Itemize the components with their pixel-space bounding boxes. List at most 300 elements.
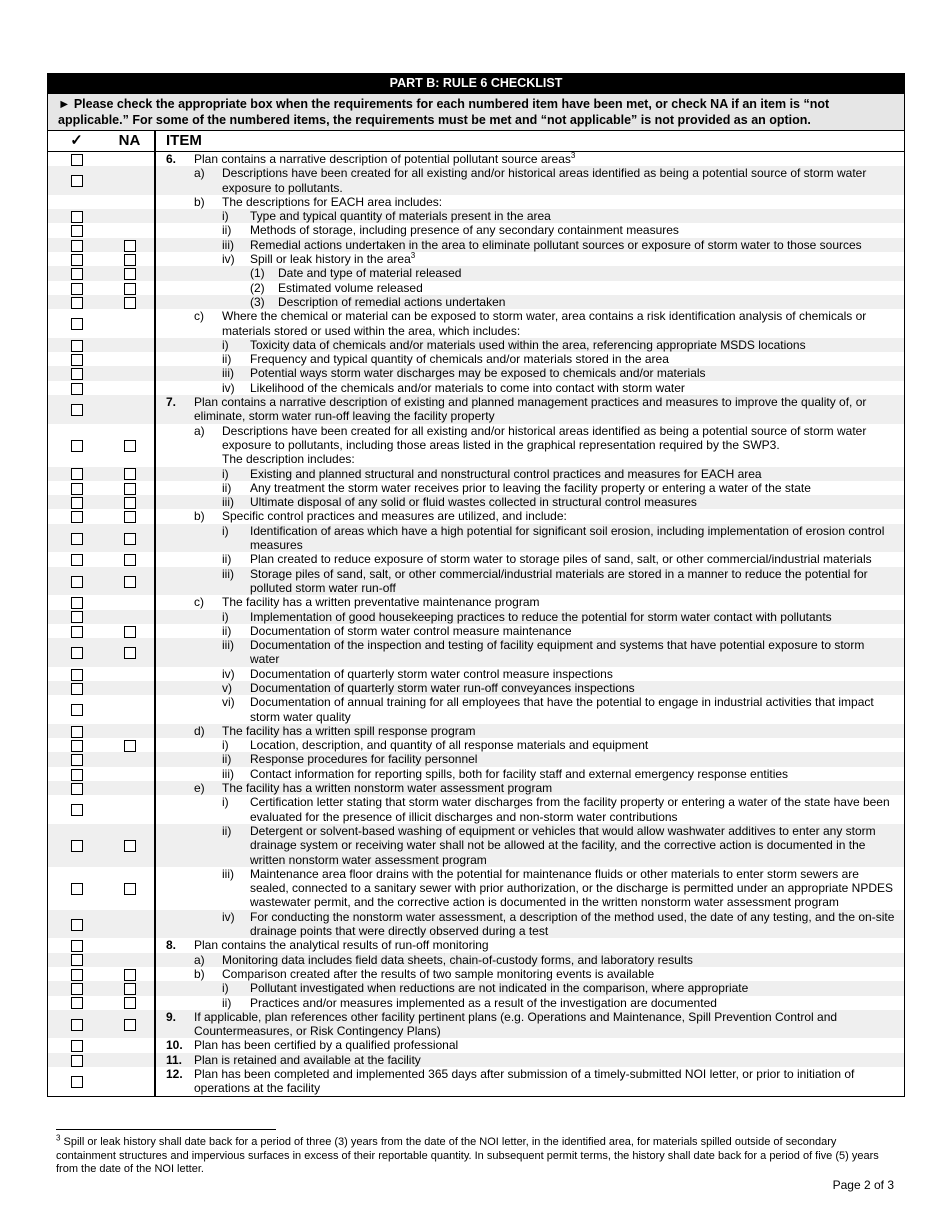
item-label: 8. bbox=[166, 938, 177, 953]
item-cell bbox=[155, 467, 905, 481]
na-cell bbox=[105, 152, 155, 167]
na-checkbox[interactable] bbox=[124, 554, 136, 566]
check-checkbox[interactable] bbox=[71, 154, 83, 166]
check-checkbox[interactable] bbox=[71, 383, 83, 395]
item-cell bbox=[155, 638, 905, 667]
item-label: iii) bbox=[222, 866, 234, 881]
item-label: b) bbox=[194, 194, 205, 209]
checklist-row bbox=[48, 1067, 905, 1096]
item-text bbox=[250, 795, 896, 824]
item-content bbox=[156, 381, 896, 395]
item-content bbox=[156, 209, 896, 223]
item-label: vi) bbox=[222, 695, 235, 710]
check-cell bbox=[48, 352, 106, 366]
item-text-line: Plan is retained and available at the facility bbox=[194, 1052, 421, 1067]
item-text-line: Documentation of annual training for all employees that have the potential to engage in industrial activities that impact storm water quality bbox=[250, 695, 874, 724]
item-content bbox=[156, 223, 896, 237]
na-checkbox[interactable] bbox=[124, 576, 136, 588]
item-text-line: Detergent or solvent-based washing of equipment or vehicles that would allow washwater additives to enter any storm drainage system or receiving water shall not be allowed at the facility, and the corrective action is documented in the written nonstorm water assessment program bbox=[250, 823, 876, 867]
check-cell bbox=[48, 610, 106, 624]
na-cell bbox=[105, 752, 155, 766]
check-checkbox[interactable] bbox=[71, 804, 83, 816]
checklist-row bbox=[48, 1053, 905, 1067]
na-cell bbox=[105, 309, 155, 338]
item-text bbox=[222, 166, 896, 195]
checklist-row bbox=[48, 781, 905, 795]
check-cell bbox=[48, 867, 106, 910]
item-content bbox=[156, 867, 896, 910]
check-cell bbox=[48, 695, 106, 724]
item-content bbox=[156, 295, 896, 309]
checklist-row bbox=[48, 281, 905, 295]
item-cell bbox=[155, 610, 905, 624]
na-cell bbox=[105, 767, 155, 781]
check-checkbox[interactable] bbox=[71, 318, 83, 330]
na-checkbox[interactable] bbox=[124, 240, 136, 252]
item-cell bbox=[155, 338, 905, 352]
checklist-row bbox=[48, 524, 905, 553]
item-text-line: Plan has been completed and implemented 365 days after submission of a timely-submitted NOI letter, or prior to initiation of operations at the facility bbox=[194, 1067, 855, 1096]
check-checkbox[interactable] bbox=[71, 240, 83, 252]
item-cell bbox=[155, 738, 905, 752]
item-text-line: Existing and planned structural and nonstructural control practices and measures for EACH area bbox=[250, 466, 762, 481]
item-text bbox=[278, 266, 461, 280]
table-title: PART B: RULE 6 CHECKLIST bbox=[48, 74, 905, 94]
checklist-row bbox=[48, 223, 905, 237]
check-checkbox[interactable] bbox=[71, 1055, 83, 1067]
check-checkbox[interactable] bbox=[71, 626, 83, 638]
check-checkbox[interactable] bbox=[71, 740, 83, 752]
na-cell bbox=[105, 610, 155, 624]
na-cell bbox=[105, 867, 155, 910]
item-label: (2) bbox=[250, 280, 265, 295]
item-text bbox=[194, 1067, 896, 1096]
item-label: a) bbox=[194, 423, 205, 438]
na-cell bbox=[105, 524, 155, 553]
item-label: ii) bbox=[222, 552, 232, 567]
item-label: i) bbox=[222, 466, 229, 481]
item-content bbox=[156, 252, 896, 266]
item-content bbox=[156, 552, 896, 566]
item-text-line: Response procedures for facility personnel bbox=[250, 752, 478, 767]
na-cell bbox=[105, 938, 155, 952]
item-label: i) bbox=[222, 523, 229, 538]
item-content bbox=[156, 509, 896, 523]
item-text-line: Contact information for reporting spills, both for facility staff and external emergency response entities bbox=[250, 766, 789, 781]
checklist-rows bbox=[48, 152, 905, 1097]
item-content bbox=[156, 152, 896, 166]
item-label: iii) bbox=[222, 638, 234, 653]
item-content bbox=[156, 996, 896, 1010]
item-text-line: The description includes: bbox=[222, 452, 355, 467]
checklist-row bbox=[48, 724, 905, 738]
item-content bbox=[156, 781, 896, 795]
item-text bbox=[250, 767, 788, 781]
item-text bbox=[250, 467, 762, 481]
item-content bbox=[156, 281, 896, 295]
check-checkbox[interactable] bbox=[71, 769, 83, 781]
check-checkbox[interactable] bbox=[71, 704, 83, 716]
item-text-line: Potential ways storm water discharges may be exposed to chemicals and/or materials bbox=[250, 366, 706, 381]
check-checkbox[interactable] bbox=[71, 511, 83, 523]
item-text-line: Plan contains the analytical results of run-off monitoring bbox=[194, 938, 489, 953]
item-text bbox=[250, 209, 551, 223]
check-checkbox[interactable] bbox=[71, 268, 83, 280]
checklist-row bbox=[48, 252, 905, 266]
item-content bbox=[156, 667, 896, 681]
item-cell bbox=[155, 681, 905, 695]
check-checkbox[interactable] bbox=[71, 1040, 83, 1052]
check-cell bbox=[48, 624, 106, 638]
item-text-line: For conducting the nonstorm water assessment, a description of the method used, the date of any testing, and the on-site drainage points that were directly observed during a test bbox=[250, 909, 895, 939]
check-checkbox[interactable] bbox=[71, 225, 83, 237]
na-cell bbox=[105, 624, 155, 638]
na-checkbox[interactable] bbox=[124, 283, 136, 295]
na-cell bbox=[105, 1038, 155, 1052]
item-cell bbox=[155, 724, 905, 738]
item-text-line: Plan created to reduce exposure of storm water to storage piles of sand, salt, or other commercial/industrial materials bbox=[250, 552, 872, 567]
item-content bbox=[156, 195, 896, 209]
item-text bbox=[250, 695, 896, 724]
item-text bbox=[194, 1053, 421, 1067]
item-label: i) bbox=[222, 738, 229, 753]
check-cell bbox=[48, 1010, 106, 1039]
na-checkbox[interactable] bbox=[124, 1019, 136, 1031]
item-content bbox=[156, 595, 896, 609]
item-text bbox=[250, 481, 811, 495]
check-checkbox[interactable] bbox=[71, 969, 83, 981]
item-cell bbox=[155, 524, 905, 553]
item-label: a) bbox=[194, 952, 205, 967]
footnote-ref[interactable]: 3 bbox=[570, 151, 576, 160]
checklist-row bbox=[48, 509, 905, 523]
item-label: iv) bbox=[222, 666, 235, 681]
checklist-row bbox=[48, 638, 905, 667]
check-checkbox[interactable] bbox=[71, 683, 83, 695]
item-text-line: The facility has a written nonstorm water assessment program bbox=[222, 781, 553, 796]
na-cell bbox=[105, 281, 155, 295]
na-cell bbox=[105, 195, 155, 209]
item-text-line: Descriptions have been created for all existing and/or historical areas identified as being a potential source of storm water exposure to pollutants, including those areas listed in the graphical representation required by the SWP3. bbox=[222, 423, 867, 452]
item-text-line: Where the chemical or material can be exposed to storm water, area contains a risk identification analysis of chemicals or materials stored or used within the area, which includes: bbox=[222, 309, 867, 338]
item-cell bbox=[155, 209, 905, 223]
item-text bbox=[250, 981, 748, 995]
check-checkbox[interactable] bbox=[71, 576, 83, 588]
item-cell bbox=[155, 953, 905, 967]
item-label: 11. bbox=[166, 1052, 183, 1067]
item-content bbox=[156, 309, 896, 338]
item-cell bbox=[155, 938, 905, 952]
na-checkbox[interactable] bbox=[124, 533, 136, 545]
item-cell bbox=[155, 867, 905, 910]
item-text-line: Descriptions have been created for all existing and/or historical areas identified as being a potential source of storm water exposure to pollutants. bbox=[222, 166, 867, 195]
check-checkbox[interactable] bbox=[71, 404, 83, 416]
na-cell bbox=[105, 681, 155, 695]
item-content bbox=[156, 910, 896, 939]
item-cell bbox=[155, 996, 905, 1010]
item-text bbox=[250, 338, 806, 352]
check-cell bbox=[48, 938, 106, 952]
item-text-line: If applicable, plan references other facility pertinent plans (e.g. Operations and Maintenance, Spill Prevention Control and Countermeasures, or Risk Contingency Plans) bbox=[194, 1009, 838, 1039]
check-column-header: ✓ bbox=[48, 131, 106, 152]
item-cell bbox=[155, 195, 905, 209]
na-cell bbox=[105, 424, 155, 467]
item-text bbox=[250, 252, 415, 266]
checklist-row bbox=[48, 752, 905, 766]
na-checkbox[interactable] bbox=[124, 983, 136, 995]
na-cell bbox=[105, 996, 155, 1010]
item-label: c) bbox=[194, 595, 204, 610]
item-content bbox=[156, 495, 896, 509]
item-text-line: Any treatment the storm water receives prior to leaving the facility property or entering a water of the state bbox=[250, 480, 811, 495]
na-checkbox[interactable] bbox=[124, 468, 136, 480]
check-checkbox[interactable] bbox=[71, 497, 83, 509]
check-cell bbox=[48, 738, 106, 752]
na-checkbox[interactable] bbox=[124, 497, 136, 509]
check-checkbox[interactable] bbox=[71, 647, 83, 659]
check-cell bbox=[48, 309, 106, 338]
item-label: ii) bbox=[222, 752, 232, 767]
item-content bbox=[156, 1067, 896, 1096]
check-cell bbox=[48, 366, 106, 380]
na-cell bbox=[105, 824, 155, 867]
na-checkbox[interactable] bbox=[124, 647, 136, 659]
item-text bbox=[278, 281, 423, 295]
check-cell bbox=[48, 467, 106, 481]
check-checkbox[interactable] bbox=[71, 840, 83, 852]
checklist-row bbox=[48, 681, 905, 695]
checklist-row bbox=[48, 495, 905, 509]
item-text-line: Documentation of quarterly storm water control measure inspections bbox=[250, 666, 613, 681]
item-text bbox=[222, 309, 896, 338]
na-cell bbox=[105, 295, 155, 309]
check-cell bbox=[48, 166, 106, 195]
checklist-row bbox=[48, 967, 905, 981]
check-checkbox[interactable] bbox=[71, 468, 83, 480]
item-cell bbox=[155, 309, 905, 338]
item-text bbox=[250, 681, 635, 695]
item-column-header: ITEM bbox=[155, 131, 905, 152]
check-cell bbox=[48, 295, 106, 309]
item-content bbox=[156, 724, 896, 738]
checklist-row bbox=[48, 953, 905, 967]
item-text bbox=[222, 595, 540, 609]
item-content bbox=[156, 953, 896, 967]
item-text bbox=[194, 1010, 896, 1039]
checklist-row bbox=[48, 567, 905, 596]
item-label: i) bbox=[222, 609, 229, 624]
check-checkbox[interactable] bbox=[71, 483, 83, 495]
na-checkbox[interactable] bbox=[124, 254, 136, 266]
item-content bbox=[156, 395, 896, 424]
checklist-row bbox=[48, 366, 905, 380]
check-checkbox[interactable] bbox=[71, 883, 83, 895]
item-cell bbox=[155, 1038, 905, 1052]
checklist-row bbox=[48, 424, 905, 467]
item-content bbox=[156, 166, 896, 195]
item-cell bbox=[155, 781, 905, 795]
item-cell bbox=[155, 366, 905, 380]
na-cell bbox=[105, 366, 155, 380]
item-label: iv) bbox=[222, 252, 235, 267]
check-checkbox[interactable] bbox=[71, 919, 83, 931]
item-text-line: Description of remedial actions undertaken bbox=[278, 294, 506, 309]
item-cell bbox=[155, 166, 905, 195]
check-cell bbox=[48, 195, 106, 209]
checklist-row bbox=[48, 667, 905, 681]
na-checkbox[interactable] bbox=[124, 511, 136, 523]
checklist-row bbox=[48, 209, 905, 223]
check-checkbox[interactable] bbox=[71, 368, 83, 380]
item-text-line: Maintenance area floor drains with the potential for maintenance fluids or other materials to enter storm sewers are sealed, connected to a sanitary sewer with prior authorization, or the discharge is permitted under an appropriate NPDES wastewater permit, and the corrective action is documented in the written nonstorm water assessment program bbox=[250, 866, 894, 910]
footnote-mark: 3 bbox=[56, 1133, 61, 1143]
checklist-row bbox=[48, 266, 905, 280]
na-cell bbox=[105, 910, 155, 939]
checklist-row bbox=[48, 395, 905, 424]
item-cell bbox=[155, 1067, 905, 1096]
check-checkbox[interactable] bbox=[71, 297, 83, 309]
check-checkbox[interactable] bbox=[71, 597, 83, 609]
na-checkbox[interactable] bbox=[124, 969, 136, 981]
checklist-row bbox=[48, 795, 905, 824]
check-checkbox[interactable] bbox=[71, 283, 83, 295]
na-cell bbox=[105, 953, 155, 967]
checklist-row bbox=[48, 152, 905, 167]
check-cell bbox=[48, 1067, 106, 1096]
na-cell bbox=[105, 638, 155, 667]
na-cell bbox=[105, 595, 155, 609]
item-text bbox=[194, 1038, 458, 1052]
item-label: iii) bbox=[222, 366, 234, 381]
check-checkbox[interactable] bbox=[71, 554, 83, 566]
check-checkbox[interactable] bbox=[71, 533, 83, 545]
check-checkbox[interactable] bbox=[71, 254, 83, 266]
item-text bbox=[222, 195, 442, 209]
item-cell bbox=[155, 624, 905, 638]
item-content bbox=[156, 638, 896, 667]
checklist-row bbox=[48, 295, 905, 309]
na-checkbox[interactable] bbox=[124, 440, 136, 452]
item-content bbox=[156, 366, 896, 380]
check-cell bbox=[48, 238, 106, 252]
item-cell bbox=[155, 395, 905, 424]
checklist-row bbox=[48, 1038, 905, 1052]
item-cell bbox=[155, 767, 905, 781]
item-content bbox=[156, 681, 896, 695]
item-text bbox=[250, 495, 697, 509]
item-cell bbox=[155, 695, 905, 724]
checklist-row bbox=[48, 338, 905, 352]
item-text-line: The facility has a written preventative maintenance program bbox=[222, 595, 540, 610]
na-cell bbox=[105, 967, 155, 981]
item-text bbox=[250, 238, 862, 252]
item-text bbox=[250, 738, 648, 752]
check-cell bbox=[48, 981, 106, 995]
item-label: i) bbox=[222, 981, 229, 996]
check-cell bbox=[48, 767, 106, 781]
item-cell bbox=[155, 552, 905, 566]
check-checkbox[interactable] bbox=[71, 940, 83, 952]
checklist-row bbox=[48, 238, 905, 252]
na-checkbox[interactable] bbox=[124, 626, 136, 638]
check-cell bbox=[48, 509, 106, 523]
check-cell bbox=[48, 252, 106, 266]
item-text bbox=[194, 152, 575, 166]
check-checkbox[interactable] bbox=[71, 340, 83, 352]
na-checkbox[interactable] bbox=[124, 483, 136, 495]
item-label: iii) bbox=[222, 766, 234, 781]
item-label: b) bbox=[194, 509, 205, 524]
na-checkbox[interactable] bbox=[124, 268, 136, 280]
check-cell bbox=[48, 667, 106, 681]
na-cell bbox=[105, 724, 155, 738]
check-checkbox[interactable] bbox=[71, 211, 83, 223]
na-cell bbox=[105, 509, 155, 523]
item-text-line: Date and type of material released bbox=[278, 266, 462, 281]
item-label: i) bbox=[222, 209, 229, 224]
item-label: iii) bbox=[222, 237, 234, 252]
na-checkbox[interactable] bbox=[124, 297, 136, 309]
check-cell bbox=[48, 824, 106, 867]
check-checkbox[interactable] bbox=[71, 354, 83, 366]
na-cell bbox=[105, 238, 155, 252]
check-checkbox[interactable] bbox=[71, 983, 83, 995]
check-checkbox[interactable] bbox=[71, 175, 83, 187]
na-cell bbox=[105, 381, 155, 395]
item-text bbox=[250, 824, 896, 867]
checklist-row bbox=[48, 309, 905, 338]
check-checkbox[interactable] bbox=[71, 783, 83, 795]
check-checkbox[interactable] bbox=[71, 954, 83, 966]
rule6-checklist-table bbox=[47, 73, 905, 1097]
checklist-row bbox=[48, 824, 905, 867]
checklist-row bbox=[48, 352, 905, 366]
item-cell bbox=[155, 152, 905, 167]
item-cell bbox=[155, 495, 905, 509]
check-checkbox[interactable] bbox=[71, 611, 83, 623]
check-checkbox[interactable] bbox=[71, 1076, 83, 1088]
check-checkbox[interactable] bbox=[71, 669, 83, 681]
item-text-line: Practices and/or measures implemented as a result of the investigation are documented bbox=[250, 995, 717, 1010]
item-text bbox=[250, 624, 572, 638]
checklist-row bbox=[48, 195, 905, 209]
na-checkbox[interactable] bbox=[124, 997, 136, 1009]
footnote-ref[interactable]: 3 bbox=[410, 251, 416, 261]
item-text-line: Estimated volume released bbox=[278, 280, 423, 295]
item-cell bbox=[155, 910, 905, 939]
na-checkbox[interactable] bbox=[124, 740, 136, 752]
check-cell bbox=[48, 967, 106, 981]
check-checkbox[interactable] bbox=[71, 440, 83, 452]
item-text-line: Remedial actions undertaken in the area to eliminate pollutant sources or exposure of storm water to those sources bbox=[250, 237, 862, 252]
item-label: ii) bbox=[222, 823, 232, 838]
item-text bbox=[250, 223, 679, 237]
item-text bbox=[278, 295, 505, 309]
na-checkbox[interactable] bbox=[124, 840, 136, 852]
item-content bbox=[156, 624, 896, 638]
check-checkbox[interactable] bbox=[71, 997, 83, 1009]
check-checkbox[interactable] bbox=[71, 726, 83, 738]
na-cell bbox=[105, 223, 155, 237]
instructions: ► Please check the appropriate box when the requirements for each numbered item have been met, or check NA if an item is “not applicable.” For some of the numbered items, the requirements must be met and “not applicable” is not provided as an option. bbox=[48, 94, 905, 131]
check-checkbox[interactable] bbox=[71, 754, 83, 766]
check-checkbox[interactable] bbox=[71, 1019, 83, 1031]
checklist-row bbox=[48, 938, 905, 952]
item-cell bbox=[155, 795, 905, 824]
item-content bbox=[156, 1053, 896, 1067]
item-text bbox=[250, 638, 896, 667]
na-checkbox[interactable] bbox=[124, 883, 136, 895]
